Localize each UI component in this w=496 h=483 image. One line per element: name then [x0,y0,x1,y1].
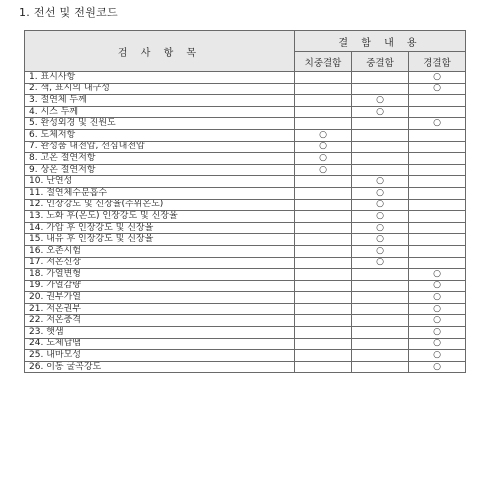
item-label: 저온충격 [46,315,81,326]
item-number: 14. [29,222,44,233]
item-label: 고온 절연저항 [40,152,96,163]
circle-mark-icon: ○ [376,222,384,233]
item-label: 도체납땜 [46,338,81,349]
major-defect-cell [352,315,409,327]
inspection-item [25,72,295,84]
circle-mark-icon: ○ [433,315,441,326]
critical-defect-cell [295,257,352,269]
item-number: 23. [29,326,44,337]
circle-mark-icon: ○ [319,141,327,152]
inspection-item [25,303,295,315]
minor-defect-cell [409,350,466,362]
circle-mark-icon: ○ [433,292,441,303]
section-title: 1. 전선 및 전원코드 [19,6,118,19]
major-defect-cell [352,257,409,269]
critical-defect-cell [295,83,352,95]
major-defect-cell [352,199,409,211]
inspection-item [25,245,295,257]
table-row [25,280,466,292]
major-defect-cell [352,118,409,130]
minor-defect-cell [409,95,466,107]
item-number: 24. [29,338,44,349]
major-defect-cell [352,338,409,350]
table-row [25,327,466,339]
item-label: 가압 후 인장강도 및 신장율 [46,222,154,233]
inspection-item [25,211,295,223]
item-label: 내마모성 [46,350,81,361]
minor-defect-cell [409,72,466,84]
major-defect-cell [352,269,409,281]
item-label: 난연성 [46,176,73,187]
table-row [25,153,466,165]
table-row [25,269,466,281]
minor-defect-cell [409,245,466,257]
item-label: 햇샘 [46,326,64,337]
item-number: 20. [29,292,44,303]
item-label: 시스 두께 [40,106,79,117]
inspection-table [24,30,466,373]
major-defect-cell [352,153,409,165]
item-number: 6. [29,129,38,140]
item-number: 19. [29,280,44,291]
major-defect-cell [352,187,409,199]
major-defect-cell [352,129,409,141]
table-row [25,72,466,84]
item-number: 22. [29,315,44,326]
minor-defect-cell [409,83,466,95]
critical-defect-cell [295,361,352,373]
table-row [25,257,466,269]
major-defect-cell [352,211,409,223]
major-defect-cell [352,327,409,339]
table-row [25,303,466,315]
item-label: 내유 후 인장강도 및 신장율 [46,234,154,245]
item-number: 15. [29,234,44,245]
item-label: 저온신장 [46,257,81,268]
table-row [25,106,466,118]
inspection-item [25,141,295,153]
major-defect-header: 중결함 [352,52,409,72]
inspection-item [25,361,295,373]
critical-defect-cell [295,234,352,246]
item-number: 5. [29,118,38,129]
minor-defect-cell [409,234,466,246]
major-defect-cell [352,245,409,257]
minor-defect-cell [409,176,466,188]
critical-defect-cell [295,164,352,176]
minor-defect-cell [409,222,466,234]
minor-defect-cell [409,129,466,141]
minor-defect-cell [409,211,466,223]
item-label: 인장강도 및 신장율(주위온도) [46,199,164,210]
minor-defect-cell [409,187,466,199]
critical-defect-cell [295,95,352,107]
item-number: 9. [29,164,38,175]
minor-defect-cell [409,257,466,269]
major-defect-cell [352,234,409,246]
inspection-item [25,118,295,130]
major-defect-cell [352,83,409,95]
circle-mark-icon: ○ [433,350,441,361]
critical-defect-cell [295,176,352,188]
circle-mark-icon: ○ [433,71,441,82]
critical-defect-cell [295,141,352,153]
item-number: 12. [29,199,44,210]
item-label: 저온권부 [46,303,81,314]
table-body [25,72,466,373]
circle-mark-icon: ○ [376,245,384,256]
item-label: 완성품 내전압, 선심내전압 [40,141,145,152]
critical-defect-cell [295,350,352,362]
minor-defect-cell [409,269,466,281]
table-row [25,199,466,211]
circle-mark-icon: ○ [433,361,441,372]
critical-defect-cell [295,199,352,211]
item-label: 노화 후(온도) 인장강도 및 신장율 [46,210,178,221]
major-defect-cell [352,95,409,107]
item-number: 18. [29,268,44,279]
critical-defect-cell [295,327,352,339]
circle-mark-icon: ○ [319,129,327,140]
major-defect-cell [352,164,409,176]
inspection-item [25,129,295,141]
circle-mark-icon: ○ [376,257,384,268]
major-defect-cell [352,303,409,315]
item-label: 상온 절연저항 [40,164,96,175]
critical-defect-cell [295,118,352,130]
table-row [25,118,466,130]
inspection-item [25,292,295,304]
inspection-item [25,83,295,95]
major-defect-cell [352,280,409,292]
inspection-item [25,315,295,327]
item-label: 표시사항 [40,71,76,82]
minor-defect-cell [409,361,466,373]
inspection-item [25,199,295,211]
inspection-item [25,95,295,107]
table-row [25,234,466,246]
item-column-header: 검 사 항 목 [25,31,295,72]
table-row [25,245,466,257]
table-row [25,176,466,188]
table-header [25,31,466,72]
inspection-item [25,257,295,269]
circle-mark-icon: ○ [319,152,327,163]
major-defect-cell [352,72,409,84]
major-defect-cell [352,361,409,373]
circle-mark-icon: ○ [376,210,384,221]
inspection-item [25,234,295,246]
item-number: 8. [29,152,38,163]
circle-mark-icon: ○ [433,268,441,279]
item-label: 오존시험 [46,245,81,256]
circle-mark-icon: ○ [433,326,441,337]
inspection-item [25,350,295,362]
critical-defect-cell [295,222,352,234]
minor-defect-cell [409,118,466,130]
item-label: 완성외경 및 진원도 [40,118,116,129]
minor-defect-header: 경결함 [409,52,466,72]
critical-defect-cell [295,129,352,141]
minor-defect-cell [409,106,466,118]
circle-mark-icon: ○ [376,199,384,210]
critical-defect-cell [295,292,352,304]
item-label: 색, 표시의 내구성 [40,83,110,94]
table-row [25,141,466,153]
item-number: 3. [29,94,38,105]
critical-defect-cell [295,187,352,199]
table-row [25,83,466,95]
item-label: 도체저항 [40,129,76,140]
critical-defect-cell [295,106,352,118]
minor-defect-cell [409,292,466,304]
table-row [25,95,466,107]
minor-defect-cell [409,303,466,315]
major-defect-cell [352,222,409,234]
circle-mark-icon: ○ [433,280,441,291]
item-number: 25. [29,350,44,361]
circle-mark-icon: ○ [376,94,384,105]
table-row [25,338,466,350]
minor-defect-cell [409,164,466,176]
inspection-item [25,222,295,234]
circle-mark-icon: ○ [433,338,441,349]
table-row [25,315,466,327]
minor-defect-cell [409,141,466,153]
item-number: 1. [29,71,38,82]
item-number: 16. [29,245,44,256]
critical-defect-cell [295,153,352,165]
inspection-item [25,327,295,339]
table-row [25,187,466,199]
major-defect-cell [352,141,409,153]
minor-defect-cell [409,199,466,211]
item-number: 2. [29,83,38,94]
circle-mark-icon: ○ [433,83,441,94]
inspection-item [25,280,295,292]
item-number: 10. [29,176,44,187]
critical-defect-cell [295,280,352,292]
table-row [25,222,466,234]
critical-defect-cell [295,245,352,257]
major-defect-cell [352,106,409,118]
item-label: 절연체수분흡수 [46,187,108,198]
critical-defect-cell [295,338,352,350]
table-row [25,129,466,141]
critical-defect-cell [295,315,352,327]
critical-defect-cell [295,211,352,223]
minor-defect-cell [409,338,466,350]
item-label: 권부가열 [46,292,81,303]
item-number: 4. [29,106,38,117]
minor-defect-cell [409,280,466,292]
circle-mark-icon: ○ [433,303,441,314]
table-row [25,292,466,304]
item-label: 이동 굴곡강도 [46,361,102,372]
defect-group-header: 결 함 내 용 [295,31,466,52]
item-number: 26. [29,361,44,372]
item-number: 17. [29,257,44,268]
inspection-item [25,338,295,350]
circle-mark-icon: ○ [376,176,384,187]
item-label: 가열감량 [46,280,81,291]
major-defect-cell [352,292,409,304]
minor-defect-cell [409,315,466,327]
inspection-item [25,176,295,188]
critical-defect-cell [295,269,352,281]
table-row [25,350,466,362]
table-row [25,361,466,373]
circle-mark-icon: ○ [376,234,384,245]
critical-defect-cell [295,72,352,84]
table-row [25,164,466,176]
minor-defect-cell [409,153,466,165]
item-label: 가열변형 [46,268,81,279]
circle-mark-icon: ○ [376,106,384,117]
inspection-item [25,187,295,199]
item-number: 7. [29,141,38,152]
circle-mark-icon: ○ [433,118,441,129]
inspection-item [25,106,295,118]
item-number: 11. [29,187,44,198]
major-defect-cell [352,176,409,188]
inspection-item [25,164,295,176]
circle-mark-icon: ○ [319,164,327,175]
critical-defect-cell [295,303,352,315]
item-number: 13. [29,210,44,221]
item-number: 21. [29,303,44,314]
item-label: 절연체 두께 [40,94,87,105]
inspection-item [25,153,295,165]
minor-defect-cell [409,327,466,339]
circle-mark-icon: ○ [376,187,384,198]
table-row [25,211,466,223]
major-defect-cell [352,350,409,362]
critical-defect-header: 치중결함 [295,52,352,72]
inspection-item [25,269,295,281]
